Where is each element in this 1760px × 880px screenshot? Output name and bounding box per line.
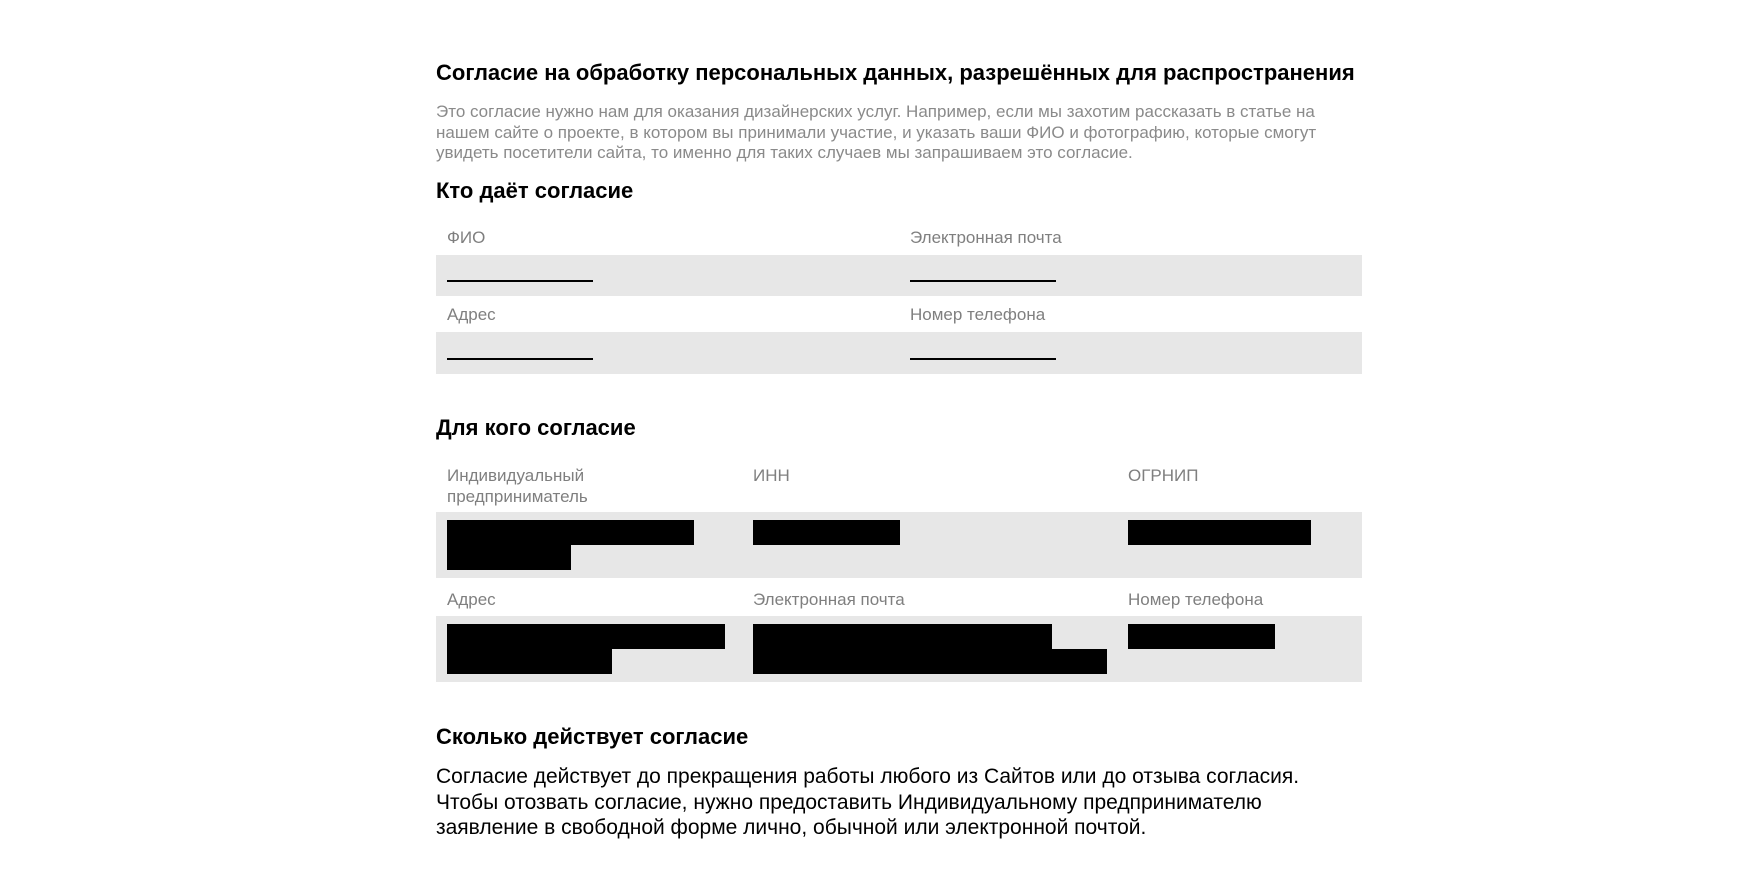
- intro-paragraph: Это согласие нужно нам для оказания дизайнерских услуг. Например, если мы захотим рассказать в статье на нашем сайте о проекте, в котором вы принимали участие, и указать ваши ФИО и фотографию, которые смогут увидеть посетители сайта, то именно для таких случаев мы запрашиваем это согласие.: [436, 102, 1317, 162]
- redacted-ogrnip: [1128, 520, 1311, 545]
- value-band: [436, 512, 1362, 578]
- who-gives-grid: [436, 224, 1362, 380]
- label-phone: Номер телефона: [1128, 590, 1264, 609]
- redacted-email: [753, 649, 1107, 674]
- redacted-address: [447, 649, 612, 674]
- redacted-inn: [753, 520, 900, 545]
- email-blank: [910, 280, 1056, 282]
- full-name-blank: [447, 280, 593, 282]
- redacted-email: [753, 624, 1052, 649]
- label-email: Электронная почта: [910, 228, 1062, 247]
- for-whom-grid: [436, 462, 1362, 698]
- label-entrepreneur: Индивидуальный предприниматель: [447, 466, 588, 506]
- section-heading-for-whom: Для кого согласие: [436, 415, 636, 440]
- redacted-phone: [1128, 624, 1275, 649]
- who-gives-row-1: [436, 224, 1362, 302]
- phone-blank: [910, 358, 1056, 360]
- for-whom-row-1: [436, 462, 1362, 578]
- duration-paragraph: Согласие действует до прекращения работы любого из Сайтов или до отзыва согласия. Чтобы отозвать согласие, нужно предоставить Индивидуальному предпринимателю заявление в свободной форме лично, обычной или электронной почтой.: [436, 765, 1300, 839]
- label-address: Адрес: [447, 590, 496, 609]
- label-full-name: ФИО: [447, 228, 486, 247]
- address-blank: [447, 358, 593, 360]
- redacted-entrepreneur-name: [447, 545, 571, 570]
- for-whom-row-2: [436, 578, 1362, 698]
- who-gives-row-2: [436, 302, 1362, 380]
- label-ogrnip: ОГРНИП: [1128, 466, 1199, 485]
- label-phone: Номер телефона: [910, 305, 1046, 324]
- label-inn: ИНН: [753, 466, 790, 485]
- redacted-address: [447, 624, 725, 649]
- document-title: Согласие на обработку персональных данных, разрешённых для распространения: [436, 60, 1355, 85]
- value-band: [436, 332, 1362, 374]
- value-band: [436, 255, 1362, 296]
- label-email: Электронная почта: [753, 590, 905, 609]
- section-heading-who-gives: Кто даёт согласие: [436, 178, 634, 203]
- redacted-entrepreneur-name: [447, 520, 694, 545]
- label-address: Адрес: [447, 305, 496, 324]
- section-heading-duration: Сколько действует согласие: [436, 724, 749, 749]
- value-band: [436, 616, 1362, 682]
